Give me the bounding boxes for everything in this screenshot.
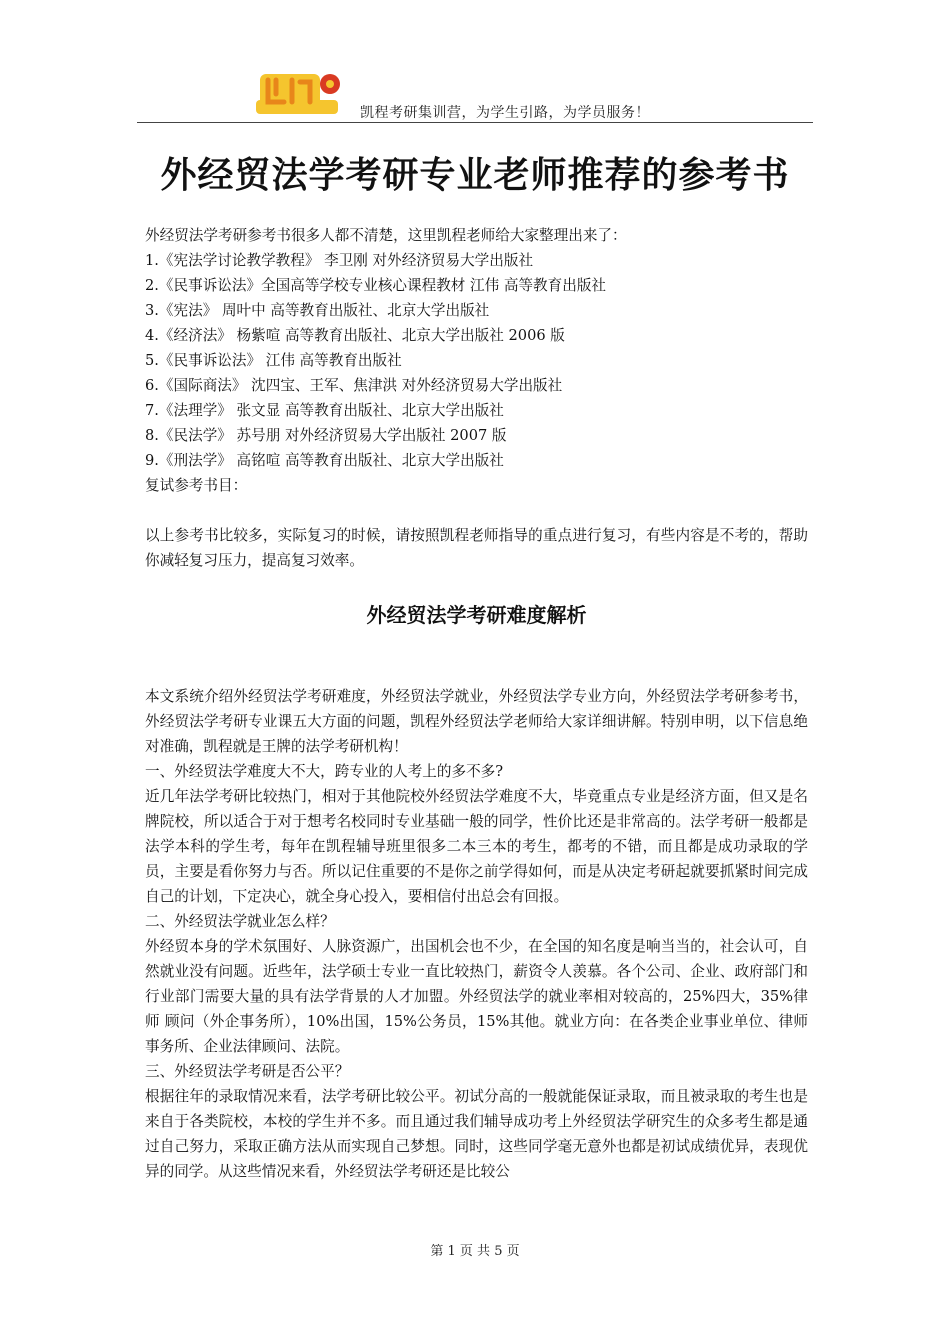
document-body bbox=[145, 223, 808, 1184]
page-footer: 第 1 页 共 5 页 bbox=[430, 1244, 520, 1259]
intro-paragraph: 外经贸法学考研参考书很多人都不清楚，这里凯程老师给大家整理出来了： bbox=[145, 227, 627, 244]
question-2: 二、外经贸法学就业怎么样？ bbox=[145, 913, 335, 930]
page-title: 外经贸法学考研专业老师推荐的参考书 bbox=[160, 155, 790, 196]
kaicheng-logo-icon bbox=[254, 68, 346, 118]
advice-paragraph: 以上参考书比较多，实际复习的时候，请按照凯程老师指导的重点进行复习，有些内容是不考的，帮助你减轻复习压力，提高复习效率。 bbox=[145, 527, 808, 569]
book-item-3: 3.《宪法》 周叶中 高等教育出版社、北京大学出版社 bbox=[145, 302, 490, 319]
book-item-5: 5.《民事诉讼法》 江伟 高等教育出版社 bbox=[145, 352, 402, 369]
page-header bbox=[137, 62, 813, 123]
section-intro-paragraph: 本文系统介绍外经贸法学考研难度，外经贸法学就业，外经贸法学专业方向，外经贸法学考研参考书，外经贸法学考研专业课五大方面的问题，凯程外经贸法学老师给大家详细讲解。特别申明，以下信息绝对准确，凯程就是王牌的法学考研机构！ bbox=[145, 688, 808, 755]
section-title: 外经贸法学考研难度解析 bbox=[366, 603, 587, 627]
book-item-4: 4.《经济法》 杨紫喧 高等教育出版社、北京大学出版社 2006 版 bbox=[145, 327, 565, 344]
spacer bbox=[145, 628, 808, 684]
answer-1: 近几年法学考研比较热门，相对于其他院校外经贸法学难度不大，毕竟重点专业是经济方面，但又是名牌院校，所以适合于对于想考名校同时专业基础一般的同学，性价比还是非常高的。法学考研一般都是法学本科的学生考，每年在凯程辅导班里很多二本三本的考生，都考的不错，而且都是成功录取的学员，主要是看你努力与否。所以记住重要的不是你之前学得如何，而是从决定考研起就要抓紧时间完成自己的计划，下定决心，就全身心投入，要相信付出总会有回报。 bbox=[145, 788, 808, 905]
spacer bbox=[145, 498, 808, 523]
answer-3: 根据往年的录取情况来看，法学考研比较公平。初试分高的一般就能保证录取，而且被录取的考生也是来自于各类院校，本校的学生并不多。而且通过我们辅导成功考上外经贸法学研究生的众多考生都是通过自己努力，采取正确方法从而实现自己梦想。同时，这些同学毫无意外也都是初试成绩优异，表现优异的同学。从这些情况来看，外经贸法学考研还是比较公 bbox=[145, 1088, 808, 1180]
book-item-1: 1.《宪法学讨论教学教程》 李卫刚 对外经济贸易大学出版社 bbox=[145, 252, 534, 269]
spacer bbox=[145, 573, 808, 603]
answer-2: 外经贸本身的学术氛围好、人脉资源广，出国机会也不少，在全国的知名度是响当当的，社会认可，自然就业没有问题。近些年，法学硕士专业一直比较热门，薪资令人羡慕。各个公司、企业、政府部门和行业部门需要大量的具有法学背景的人才加盟。外经贸法学的就业率相对较高的，25%四大，35%律师 顾问（外企事务所），10%出国，15%公务员，15%其他。就业方向：在各类企业事业单位、律师事务所、企业法律顾问、法院。 bbox=[145, 938, 808, 1055]
book-item-2: 2.《民事诉讼法》全国高等学校专业核心课程教材 江伟 高等教育出版社 bbox=[145, 277, 607, 294]
book-item-8: 8.《民法学》 苏号朋 对外经济贸易大学出版社 2007 版 bbox=[145, 427, 507, 444]
retest-label: 复试参考书目： bbox=[145, 477, 248, 494]
book-item-6: 6.《国际商法》 沈四宝、王军、焦津洪 对外经济贸易大学出版社 bbox=[145, 377, 563, 394]
book-item-7: 7.《法理学》 张文显 高等教育出版社、北京大学出版社 bbox=[145, 402, 504, 419]
question-1: 一、外经贸法学难度大不大，跨专业的人考上的多不多? bbox=[145, 763, 504, 780]
question-3: 三、外经贸法学考研是否公平？ bbox=[145, 1063, 350, 1080]
book-item-9: 9.《刑法学》 高铭喧 高等教育出版社、北京大学出版社 bbox=[145, 452, 504, 469]
header-slogan: 凯程考研集训营，为学生引路，为学员服务！ bbox=[360, 105, 650, 121]
